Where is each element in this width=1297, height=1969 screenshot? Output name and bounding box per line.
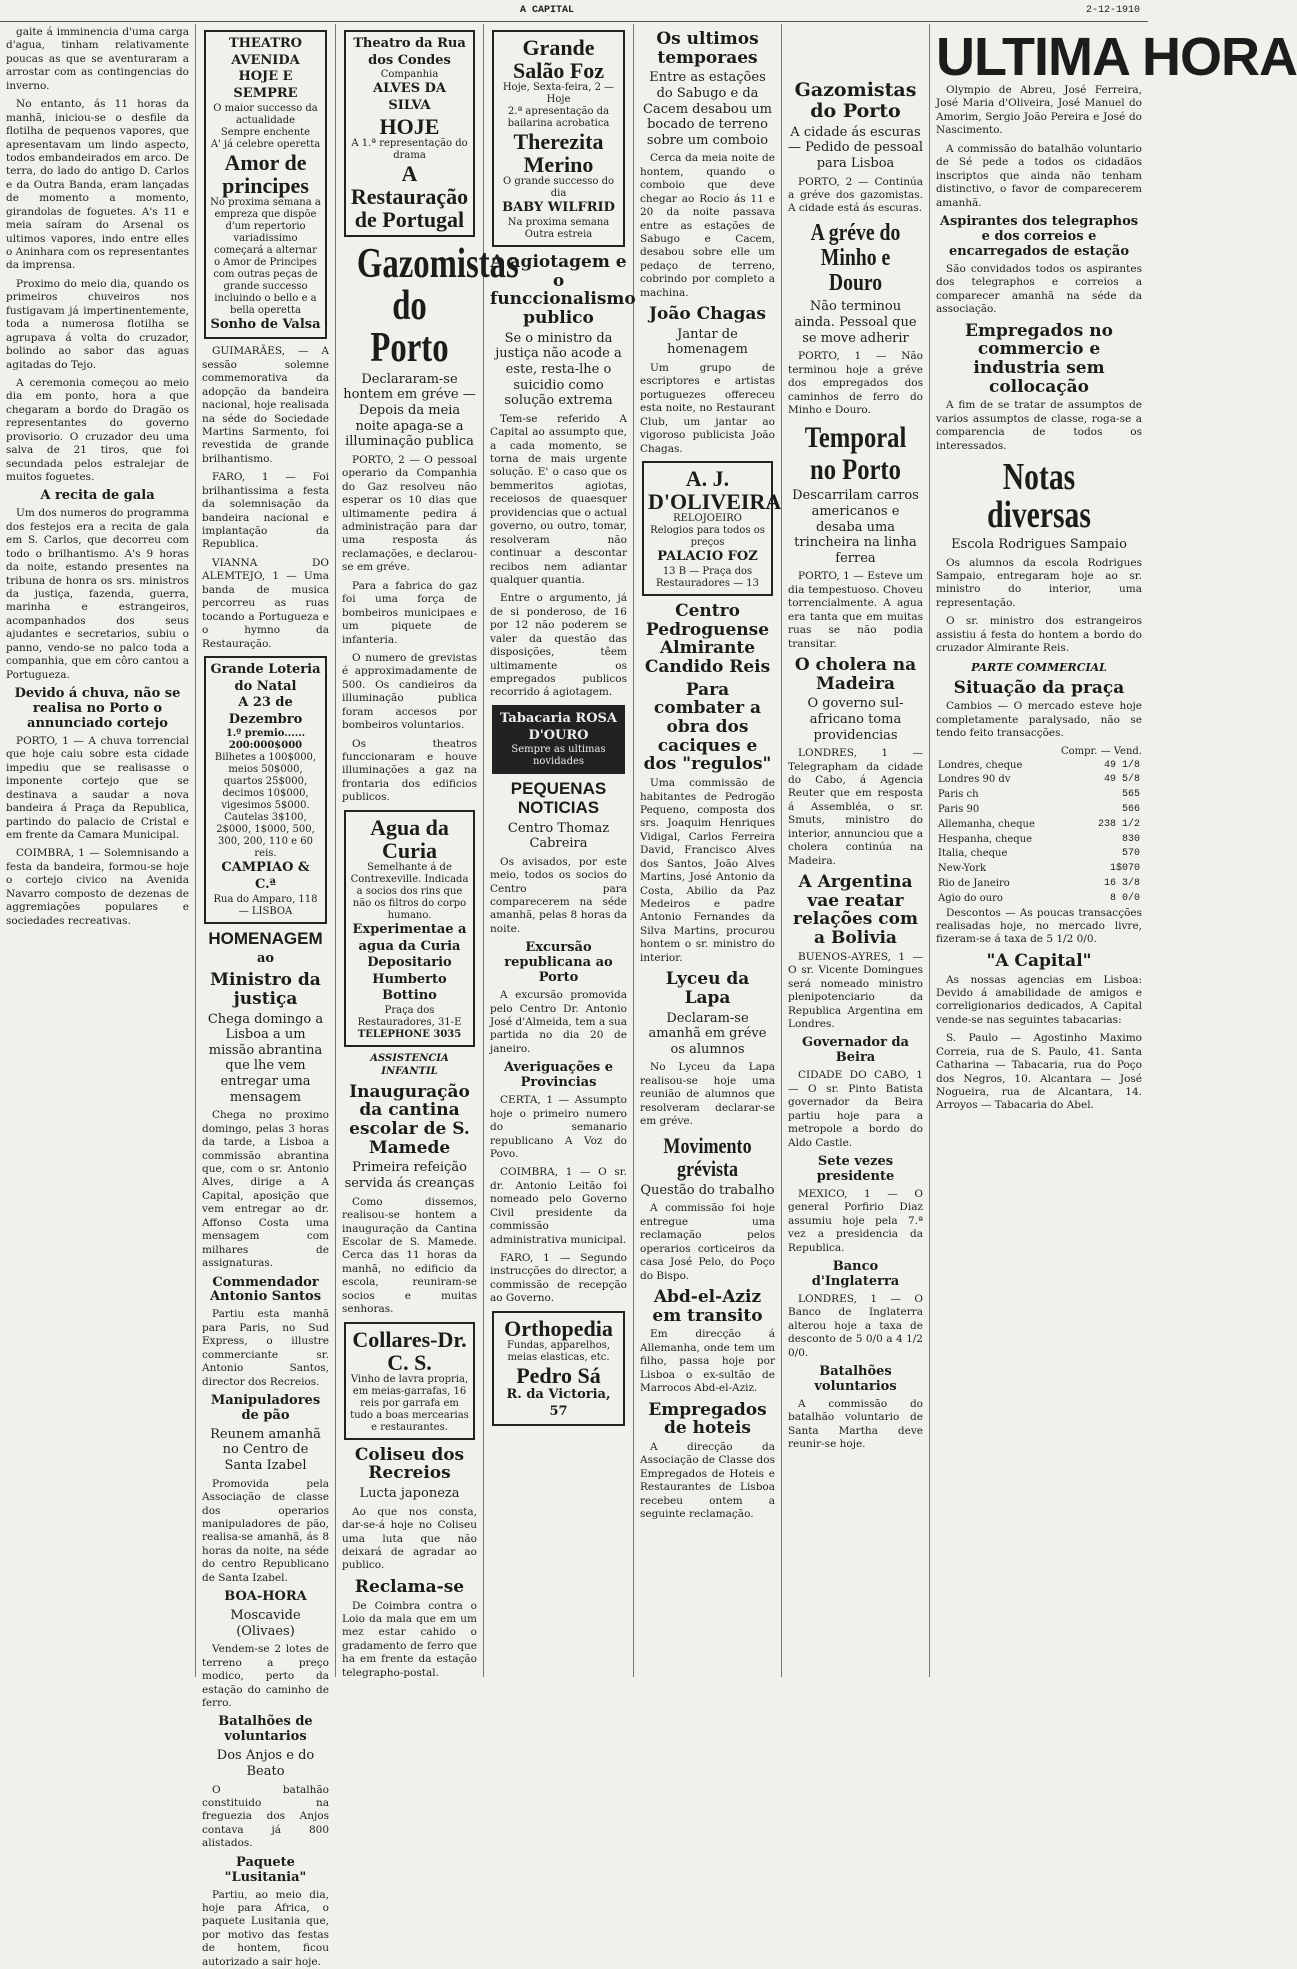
article-paragraph: A commissão foi hoje entregue uma reclamação pelos operarios corticeiros da casa José Pelo, do Poço do Bispo.	[640, 1202, 775, 1282]
article-paragraph: Proximo do meio dia, quando os primeiros chuveiros nos fustigavam já impertinentemente, toda a numerosa flotilha se agrupava á volta do cruzador, bolindo ao sabor das aguas agitadas do Tejo.	[6, 277, 189, 371]
section-heading-temporaes: Os ultimos temporaes	[656, 29, 759, 68]
section-subheading: Não terminou ainda. Pessoal que se move adherir	[794, 299, 917, 346]
section-heading-ministro: Ministro da justiça	[210, 970, 321, 1009]
section-subheading: Centro Thomaz Cabreira	[507, 820, 610, 852]
cambio-value: 49 1/8	[1103, 759, 1140, 771]
section-heading-homenagem: HOMENAGEM	[208, 928, 323, 948]
ad-headline: Amor de principes	[222, 149, 309, 198]
ad-name: Therezita Merino	[513, 129, 604, 178]
article-paragraph: Promovida pela Associação de classe dos operarios manipuladores de pão, realisa-se amanhã, ás 8 horas da noite, na séde do centro Republicano de Santa Izabel.	[202, 1477, 329, 1584]
ultima-hora-title: ULTIMA HORA	[936, 27, 1297, 87]
headline-gazomistas: Gazomistas do Porto	[356, 240, 519, 371]
article-paragraph: Cambios — O mercado esteve hoje completamente paralysado, não se tendo feito transacções.	[936, 700, 1142, 740]
article-paragraph: Uma commissão de habitantes de Pedrogão Pequeno, composta dos srs. Joaquim Henriques Vidigal, Carlos Ferreira David, Francisco Alves dos Santos, João Alves Martins, José Antonio da Costa, Abilio da Paz Medeiros e padre Antonio Fernandes da Silva Martins, procurou hontem o sr. ministro do interior.	[640, 777, 775, 964]
section-subheading: Dos Anjos e do Beato	[216, 1748, 315, 1779]
cambio-label: Paris 90	[938, 803, 980, 815]
ad-hoje: HOJE	[379, 113, 440, 139]
section-heading: Reclama-se	[354, 1576, 465, 1597]
article-paragraph: As nossas agencias em Lisboa: Devido á amabilidade de amigos e correligionarios dedicados, A Capital vende-se nas seguintes tabacarias:	[936, 973, 1142, 1026]
article-paragraph: gaite á imminencia d'uma carga d'agua, tinham relativamente poucas as que se aventuraram a arrostar com as contingencias do inverno.	[6, 26, 189, 92]
cambio-value: 16 3/8	[1103, 877, 1140, 889]
ad-theatro-condes	[344, 30, 475, 237]
article-paragraph: Os alumnos da escola Rodrigues Sampaio, entregaram hoje ao sr. ministro do interior, uma representação.	[936, 556, 1142, 609]
section-heading: Sete vezes presidente	[816, 1153, 895, 1184]
section-heading: Governador da Beira	[802, 1035, 909, 1066]
section-heading: Manipuladores de pão	[210, 1393, 321, 1423]
section-heading: Movimento grévista	[663, 1132, 752, 1181]
ad-theatro-avenida	[204, 30, 327, 339]
ad-company: ALVES DA SILVA	[373, 81, 446, 113]
column-1	[0, 24, 196, 1677]
ad-line: 2.ª apresentação da bailarina acrobatica	[507, 106, 610, 130]
column-2	[196, 24, 336, 1968]
article-paragraph: CIDADE DO CABO, 1 — O sr. Pinto Batista governador da Beira partiu hoje para a metropole a bordo do Aldo Castle.	[788, 1069, 923, 1149]
ad-agua-curia	[344, 810, 475, 1047]
ad-firm: CAMPIAO & C.ª	[221, 860, 310, 893]
ad-orthopedia	[492, 1311, 625, 1426]
cambio-row	[936, 759, 1142, 774]
ad-address: Praça dos Restauradores, 31-E	[357, 1005, 462, 1029]
article-paragraph: Descontos — As poucas transacções realisadas hoje, no mercado livre, fizeram-se á taxa de 5 1/2 0/0.	[936, 906, 1142, 946]
article-paragraph: Entre o argumento, já de si ponderoso, de 16 por 12 não poderem se valer da questão das disposições, têem ultimamente os empregados publicos recorrido á agiotagem.	[490, 592, 627, 699]
cambio-value: 565	[1121, 789, 1140, 801]
ad-line: A' já celebre operetta	[210, 138, 321, 150]
section-subheading: Escola Rodrigues Sampaio	[951, 537, 1127, 552]
section-heading: A Argentina vae reatar relações com a Bolivia	[793, 872, 918, 949]
page-header-strip	[0, 0, 1148, 22]
section-heading-pequenas-noticias: PEQUENAS NOTICIAS	[510, 779, 607, 817]
column-7	[930, 24, 1297, 1677]
ad-subtitle: Hoje, Sexta-feira, 2 — Hoje	[502, 82, 615, 106]
ad-headline: BABY WILFRID	[502, 200, 615, 216]
header-newspaper-name: A CAPITAL	[519, 5, 574, 16]
article-paragraph: A direcção da Associação de Classe dos Empregados de Hoteis e Restaurantes de Lisboa recebeu ontem a seguinte reclamação.	[640, 1440, 775, 1521]
ad-address: R. da Victoria, 57	[506, 1386, 611, 1419]
ad-salao-foz	[492, 30, 625, 247]
article-paragraph: Cerca da meia noite de hontem, quando o comboio que deve chegar ao Rocio ás 11 e 20 da noite passava entre as estações de Sabugo e Cacem, desabou sobre elle um pedaço de terreno, cobrindo por completo a machina.	[640, 152, 775, 299]
article-paragraph: O sr. ministro dos estrangeiros assistiu á festa do hontem a bordo do cruzador Almirante Reis.	[936, 615, 1142, 655]
article-paragraph: LONDRES, 1 — Telegrapham da cidade do Cabo, á Agencia Reuter que em resposta á Assembléa, o sr. Smuts, ministro do interior, annunciou que a cholera continúa na Madeira.	[788, 747, 923, 867]
cambio-label: Londres 90 dv	[938, 774, 1011, 786]
ad-title: Agua da Curia	[370, 814, 449, 863]
article-paragraph: MEXICO, 1 — O general Porfirio Diaz assumiu hoje pela 7.ª vez a presidencia da Republica.	[788, 1187, 923, 1254]
ad-subtitle: RELOJOEIRO	[673, 513, 742, 525]
section-heading-a-capital: "A Capital"	[986, 950, 1092, 971]
ad-loteria-natal	[204, 656, 327, 924]
cambio-row	[936, 773, 1142, 788]
article-paragraph: O batalhão constituido na freguezia dos Anjos contava já 800 alistados.	[202, 1783, 329, 1850]
cambio-row	[936, 877, 1142, 892]
article-paragraph: A ceremonia começou ao meio dia em ponto, hora a que chegaram a bordo do Dragão os representantes do governo provisorio. O cruzador deu uma salva de 21 tiros, que foi secundada pelos estralejar de muitos foguetes.	[6, 376, 189, 483]
ad-title: Grande Loteria do Natal	[210, 661, 321, 694]
ad-prize: 1.º premio...... 200:000$000	[225, 728, 306, 752]
cambio-row	[936, 803, 1142, 818]
ad-telephone: TELEPHONE 3035	[357, 1029, 462, 1041]
cambio-label: Hespanha, cheque	[938, 833, 1033, 845]
cambio-label: New-York	[938, 863, 987, 875]
section-heading: Centro Pedroguense Almirante Candido Reis	[644, 600, 771, 677]
article-paragraph: VIANNA DO ALEMTEJO, 1 — Uma banda de musica percorreu as ruas tocando a Portugueza e o hymno da Restauração.	[202, 556, 329, 650]
article-paragraph: PORTO, 1 — Esteve um dia tempestuoso. Choveu torrencialmente. A agua era tanta que em muitas ruas se não podia transitar.	[788, 570, 923, 650]
article-paragraph: LONDRES, 1 — O Banco de Inglaterra alterou hoje a taxa de desconto de 5 0/0 a 4 1/2 0/0.	[788, 1292, 923, 1359]
ad-depositario: Depositario Humberto Bottino	[367, 955, 452, 1004]
ad-text: Sempre as ultimas novidades	[511, 744, 606, 768]
section-subheading: Declararam-se hontem em gréve — Depois da meia noite apaga-se a illuminação publica	[343, 371, 476, 450]
ad-note: No proxima semana a empreza que dispõe d'um repertorio variadissimo começará a alternar o Amor de Principes com outras peças de grande successo incluindo o bello e a bella operetta	[210, 196, 321, 316]
article-paragraph: PORTO, 1 — Não terminou hoje a gréve dos empregados dos caminhos de ferro do Minho e Douro.	[788, 350, 923, 416]
section-subheading: Declaram-se amanhã em gréve os alumnos	[648, 1010, 767, 1057]
section-subheading: Questão do trabalho	[640, 1182, 775, 1198]
ad-title: A. J. D'OLIVEIRA	[648, 466, 782, 515]
section-heading: Batalhões voluntarios	[814, 1364, 897, 1395]
ad-relojoeiro	[642, 461, 782, 596]
article-paragraph: FARO, 1 — Segundo instrucções do director, a commissão de recepção ao Governo.	[490, 1252, 627, 1305]
ad-footer: Sonho de Valsa	[210, 316, 321, 332]
column-6	[782, 24, 930, 1677]
ad-headline: A Restauração de Portugal	[350, 160, 469, 232]
section-subheading: Reunem amanhã no Centro de Santa Izabel	[210, 1426, 321, 1474]
section-subheading: Moscavide (Olivaes)	[230, 1608, 301, 1639]
section-heading: Situação da praça	[953, 677, 1125, 698]
ad-line: Sempre enchente	[220, 126, 311, 138]
section-heading: Gazomistas do Porto	[794, 79, 917, 122]
section-heading: Banco d'Inglaterra	[811, 1259, 900, 1289]
headline-notas-diversas: Notas diversas	[987, 456, 1091, 536]
column-5	[634, 24, 782, 1677]
section-heading: Aspirantes dos telegraphos e dos correios e encarregados de estação	[939, 213, 1139, 259]
article-paragraph: Partiu esta manhã para Paris, no Sud Express, o illustre commerciante sr. Antonio Santos, director dos Recreios.	[202, 1308, 329, 1388]
article-paragraph: O numero de grevistas é approximadamente de 500. Os candieiros da illuminação publica foram accesos por bombeiros voluntarios.	[342, 651, 477, 732]
cambio-label: Allemanha, cheque	[938, 818, 1035, 830]
section-heading-homenagem-ao: ao	[256, 951, 275, 967]
cambio-header: Compr. — Vend.	[1060, 745, 1142, 757]
cambio-row	[936, 847, 1142, 862]
ad-line: O maior successo da actualidade	[213, 102, 318, 126]
section-heading: BOA-HORA	[224, 1589, 307, 1605]
section-heading: Para combater a obra dos caciques e dos "regulos"	[643, 679, 772, 775]
article-paragraph: COIMBRA, 1 — Solemnisando a festa da bandeira, formou-se hoje o cortejo civico na Avenida Navarro composto de dezenas de aggremiações populares e sociedades recreativas.	[6, 847, 189, 927]
ad-name: Pedro Sá	[516, 1362, 601, 1388]
section-heading: Batalhões de voluntarios	[218, 1714, 313, 1745]
cambio-value: 49 5/8	[1103, 774, 1140, 786]
ad-title: THEATRO AVENIDA	[228, 36, 303, 68]
section-subheading: Chega domingo a Lisboa a um missão abrantina que lhe vem entregar uma mensagem	[207, 1011, 324, 1105]
article-paragraph: COIMBRA, 1 — O sr. dr. Antonio Leitão foi nomeado pelo Governo Civil presidente da commissão administrativa municipal.	[490, 1166, 627, 1246]
section-heading: Inauguração da cantina escolar de S. Mamede	[349, 1081, 470, 1158]
section-subheading: Entre as estações do Sabugo e da Cacem desabou um bocado de terreno sobre um comboio	[643, 70, 772, 148]
cambio-table	[936, 759, 1142, 907]
section-heading: O cholera na Madeira	[794, 655, 917, 694]
section-heading: A gréve do Minho e Douro	[810, 219, 901, 297]
article-paragraph: Os theatros funccionaram e houve illuminações a gaz na frontaria dos edificios publicos.	[342, 737, 477, 804]
section-subheading: Jantar de homenagem	[667, 326, 748, 358]
ad-title: Grande Salão Foz	[512, 35, 605, 84]
section-heading: Empregados no commercio e industria sem collocação	[965, 320, 1113, 397]
ad-text: Semelhante á de Contrexeville. Indicada a socios dos rins que não os filtros do corpo humano.	[350, 861, 469, 921]
article-paragraph: Partiu, ao meio dia, hoje para Africa, o paquete Lusitania que, por motivo das festas de hontem, ficou autorizado a sair hoje.	[202, 1888, 329, 1968]
article-paragraph: Chega no proximo domingo, pelas 3 horas da tarde, a Lisboa a commissão abrantina que, com o sr. Antonio Alves, dirige a A Capital, aposição que vem entregar ao dr. Affonso Costa uma mensagem com milhares de assignaturas.	[202, 1109, 329, 1270]
ad-text: Bilhetes a 100$000, meios 50$000, quartos 25$000, decimos 10$000, vigesimos 5$000. Cautelas 3$100, 2$000, 1$000, 500, 300, 200, 110 e 60 reis.	[214, 752, 317, 860]
cambio-value: 570	[1121, 848, 1140, 860]
ad-collares	[344, 1322, 475, 1440]
article-paragraph: PORTO, 2 — O pessoal operario da Companhia do Gaz resolveu não esperar os 10 dias que ultimamente pedira á administração para dar uma resposta ás reclamações, e declarou-se em gréve.	[342, 453, 477, 574]
cambio-label: Rio de Janeiro	[938, 877, 1010, 889]
section-subheading: Se o ministro da justiça não acode a este, resta-lhe o suicidio como solução extrema	[495, 330, 622, 409]
article-paragraph: Olympio de Abreu, José Ferreira, José Maria d'Oliveira, José Manuel do Amorim, Sergio João Pereira e José do Nascimento.	[936, 84, 1142, 137]
ad-address: Rua do Amparo, 118 — LISBOA	[213, 893, 318, 917]
section-heading: Averiguações e Provincias	[503, 1060, 614, 1091]
column-3	[336, 24, 519, 1679]
header-date: 2-12-1910	[1085, 5, 1140, 16]
section-heading: Paquete "Lusitania"	[224, 1854, 307, 1885]
ad-line: A 1.ª representação do drama	[351, 137, 468, 161]
ad-text: Vinho de lavra propria, em meias-garrafas, 16 reis por garrafa em tudo a boas mercearias e restaurantes.	[350, 1373, 469, 1433]
ad-subtitle: Companhia	[380, 69, 439, 81]
article-paragraph: Para a fabrica do gaz foi uma força de bombeiros municipaes e um piquete de infanteria.	[342, 579, 477, 646]
ad-line: Experimentae a agua da Curia	[352, 921, 467, 954]
article-paragraph: FARO, 1 — Foi brilhantissima a festa da solemnisação da bandeira nacional e implantação da Republica.	[202, 471, 329, 551]
article-paragraph: Ao que nos consta, dar-se-á hoje no Coliseu uma luta que não deixará de agradar ao publico.	[342, 1505, 477, 1572]
article-paragraph: São convidados todos os aspirantes dos telegraphos e correios a comparecer amanhã na séde da associação.	[936, 262, 1142, 316]
article-paragraph: A commissão do batalhão voluntario de Santa Martha deve reunir-se hoje.	[788, 1397, 923, 1451]
section-subheading: Primeira refeição servida ás creanças	[344, 1160, 475, 1192]
section-heading-agiotagem: A agiotagem e o funccionalismo publico	[490, 252, 636, 329]
section-heading: Temporal no Porto	[804, 421, 907, 486]
section-heading: Excursão republicana ao Porto	[504, 940, 613, 986]
section-kicker: PARTE COMMERCIAL	[971, 660, 1107, 674]
article-paragraph: BUENOS-AYRES, 1 — O sr. Vicente Domingues será nomeado ministro plenipotenciario da Republica Argentina em Londres.	[788, 950, 923, 1031]
cambio-value: 238 1/2	[1097, 818, 1140, 830]
article-paragraph: A commissão do batalhão voluntario de Sé pede a todos os cidadãos inscriptos que ainda não tenham distinctivo, o favor de comparecerem amanhã.	[936, 142, 1142, 209]
cambio-row	[936, 818, 1142, 833]
article-paragraph: Tem-se referido A Capital ao assumpto que, a cada momento, se torna de mais urgente solução. E' o caso que os bemmeritos agiotas, receiosos de quaesquer providencias que o actual governo, ou outro, tomar, resolveram não continuar a descontar recibos nem adiantar qualquer quantia.	[490, 412, 627, 586]
cambio-value: 8 0/0	[1109, 892, 1140, 904]
article-paragraph: No Lyceu da Lapa realisou-se hoje uma reunião de alumnos que resolveram declarar-se em gréve.	[640, 1061, 775, 1128]
cambio-label: Agio do ouro	[938, 892, 1003, 904]
section-subheading: Lucta japoneza	[359, 1486, 460, 1502]
section-subheading: A cidade ás escuras — Pedido de pessoal para Lisboa	[788, 124, 923, 171]
article-paragraph: CERTA, 1 — Assumpto hoje o primeiro numero do semanario republicano A Voz do Povo.	[490, 1094, 627, 1160]
article-paragraph: GUIMARÃES, — A sessão solemne commemorativa da adopção da bandeira nacional, hoje realisada na séde do Sociedade Martins Sarmento, foi revestida de grande brilhantismo.	[202, 345, 329, 465]
section-heading-porto-cortejo: Devido á chuva, não se realisa no Porto o annunciado cortejo	[14, 686, 181, 731]
article-paragraph: Um dos numeros do programma dos festejos era a recita de gala em S. Carlos, que decorreu com todo o brilhantismo. A's 9 horas da noite, estando presentes na tribuna de honra os srs. ministros da justiça, fazenda, guerra, marinha e estrangeiros, acompanhados dos seus ajudantes e secretarios, subiu o panno, vendo-se no palco toda a companhia, que em côro cantou a Portugueza.	[6, 507, 189, 681]
section-heading: Lyceu da Lapa	[665, 969, 750, 1008]
section-heading-recita: A recita de gala	[40, 488, 155, 504]
ad-line: Relogios para todos os preços	[650, 525, 765, 549]
article-paragraph: No entanto, ás 11 horas da manhã, iniciou-se o desfile da flotilha de pequenos vapores, que apresentavam um lindo aspecto, todos embandeirados em arco. De terra, do lado do antigo D. Carlos e da Outra Banda, eram lançadas de momento a momento, girandolas de foguetes. A's 11 e meia saíram do Arsenal os ultimos vapores, indo entre elles o Aninhara com os representantes da imprensa.	[6, 98, 189, 272]
ad-subtitle: HOJE E SEMPRE	[233, 69, 298, 101]
ad-title: Theatro da Rua dos Condes	[353, 36, 466, 68]
article-paragraph: De Coimbra contra o Loio da mala que em um mez estar cahido o gradamento de ferro que ha em frente da estação telegrapho-postal.	[342, 1599, 477, 1679]
article-paragraph: Os avisados, por este meio, todos os socios do Centro para comparecerem na séde amanhã, pelas 8 horas da noite.	[490, 855, 627, 935]
section-heading: Empregados de hoteis	[648, 1399, 767, 1439]
cambio-row	[936, 833, 1142, 848]
cambio-label: Londres, cheque	[938, 759, 1023, 771]
cambio-value: 1$070	[1109, 863, 1140, 875]
cambio-value: 566	[1121, 803, 1140, 815]
article-paragraph: S. Paulo — Agostinho Maximo Correia, rua de S. Paulo, 41. Santa Catharina — Tabacaria, rua do Poço dos Negros, 10. Alcantara — José Nogueira, rua de Alcantara, 14. Arroyos — Tabacaria do Abel.	[936, 1032, 1142, 1112]
ad-address: 13 B — Praça dos Restauradores — 13	[655, 565, 760, 589]
section-subheading: O governo sul-africano toma providencias	[807, 696, 904, 743]
section-heading: Commendador Antonio Santos	[209, 1274, 322, 1305]
ad-date: A 23 de Dezembro	[228, 695, 303, 727]
ad-text: Fundas, apparelhos, meias elasticas, etc.	[506, 1339, 611, 1363]
ad-title: Collares-Dr. C. S.	[352, 1326, 467, 1375]
section-heading-joao-chagas: João Chagas	[648, 304, 767, 325]
ad-title: Orthopedia	[504, 1315, 613, 1341]
ad-title: Tabacaria ROSA D'OURO	[499, 710, 618, 743]
cambio-row	[936, 862, 1142, 877]
ad-rosa-douro	[492, 705, 625, 774]
article-paragraph: A fim de se tratar de assumptos de varios assumptos de classe, roga-se a comparencia de todos os interessados.	[936, 399, 1142, 452]
article-paragraph: A excursão promovida pelo Centro Dr. Antonio José d'Almeida, tem a sua partida no dia 20 de janeiro.	[490, 989, 627, 1055]
column-4	[484, 24, 634, 1677]
cambio-label: Paris ch	[938, 789, 979, 801]
article-paragraph: Vendem-se 2 lotes de terreno a preço modico, perto da estação do caminho de ferro.	[202, 1643, 329, 1710]
cambio-label: Italia, cheque	[938, 848, 1008, 860]
article-paragraph: PORTO, 1 — A chuva torrencial que hoje caiu sobre esta cidade impediu que se realisasse o imponente cortejo que se destinava a saudar a nova bandeira á Praça da Republica, partindo do palacio de Cristal e em frente da Camara Municipal.	[6, 734, 189, 841]
section-subheading: Descarrilam carros americanos e desaba uma trincheira na linha ferrea	[792, 488, 919, 566]
section-kicker: ASSISTENCIA INFANTIL	[370, 1053, 449, 1077]
article-paragraph: Um grupo de escriptores e artistas portuguezes offereceu esta noite, no Restaurant Club, um jantar ao vigoroso publicista João Chagas.	[640, 362, 775, 455]
cambio-row	[936, 788, 1142, 803]
article-paragraph: Como dissemos, realisou-se hontem a inauguração da Cantina Escolar de S. Mamede. Cerca das 11 horas da manhã, no edificio da escola, reuniram-se socios e muitas senhoras.	[342, 1195, 477, 1316]
section-heading: Coliseu dos Recreios	[354, 1444, 465, 1484]
article-paragraph: PORTO, 2 — Continúa a gréve dos gazomistas. A cidade está ás escuras.	[788, 175, 923, 215]
ad-line: O grande successo do dia	[502, 176, 615, 200]
section-heading: Abd-el-Aziz em transito	[652, 1286, 763, 1326]
ad-name: PALACIO FOZ	[657, 549, 758, 565]
cambio-value: 830	[1121, 833, 1140, 845]
ad-footer: Na proxima semana Outra estreia	[507, 217, 610, 240]
cambio-row	[936, 892, 1142, 907]
article-paragraph: Em direcção á Allemanha, onde tem um filho, passa hoje por Lisboa o ex-sultão de Marrocos Abd-el-Aziz.	[640, 1328, 775, 1395]
